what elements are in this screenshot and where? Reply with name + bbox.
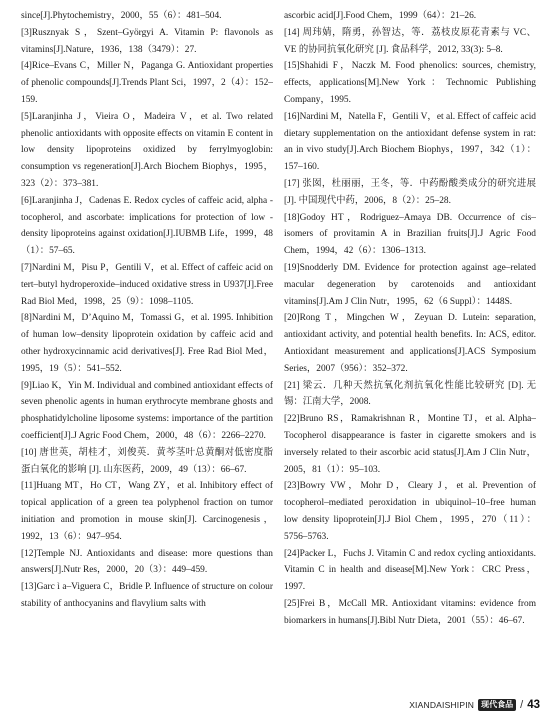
reference-item: [20]Rong T，Mingchen W，Zeyuan D. Lutein: separation, antioxidant activity, and potential health benefits. In: ACS, editor. Antioxidant measurement and applications[J].ACS Symposium Series，2007（956）：352–372.: [284, 313, 536, 374]
reference-item: [25]Frei B，McCall MR. Antioxidant vitamins: evidence from biomarkers in humans[J].Bibl Nutr Dieta，2001（55）：46–67.: [284, 598, 536, 626]
reference-item: [16]Nardini M，Natella F，Gentili V，et al. Effect of caffeic acid dietary supplementation on the antioxidant defense system in rat: an in vivo study[J].Arch Biochem Biophys，1997，342（1）：157–160.: [284, 111, 536, 173]
reference-item: [22]Bruno RS，Ramakrishnan R，Montine TJ，et al. Alpha–Tocopherol disappearance is faster in cigarette smokers and is inversely related to their ascorbic acid status[J].Am J Clin Nutr，2005，81（1）：95–103.: [284, 414, 536, 475]
journal-logo-badge: 现代食品: [478, 699, 516, 711]
reference-item: [12]Temple NJ. Antioxidants and disease: more questions than answers[J].Nutr Res，2000，20（3）：449–459.: [21, 548, 273, 576]
reference-item: [3]Rusznyak S，Szent–Györgyi A. Vitamin P: flavonols as vitamins[J].Nature，1936，138（3479）：27.: [21, 27, 273, 55]
reference-item: [5]Laranjinha J，Vieira O，Madeira V，et al. Two related phenolic antioxidants with opposite effects on vitamin E content in low density lipoproteins oxidized by ferrylmyoglobin: consumption vs regeneration[J].Arch Biochem Biophys，1995，323（2）：373–381.: [21, 111, 273, 189]
reference-item: [11]Huang MT，Ho CT，Wang ZY，et al. Inhibitory effect of topical application of a green tea polyphenol fraction on tumor initiation and promotion in mouse skin[J]. Carcinogenesis，1992，13（6）：947–954.: [21, 481, 273, 542]
reference-item: [10] 唐世英，胡桂才，刘俊英．黄芩茎叶总黄酮对低密度脂蛋白氧化的影响 [J]. 山东医药，2009，49（13）：66–67.: [21, 447, 273, 475]
reference-item: [17] 张囡，杜丽丽，王冬，等．中药酚酸类成分的研究进展 [J]. 中国现代中药，2006，8（2）：25–28.: [284, 178, 536, 206]
reference-item: [19]Snodderly DM. Evidence for protection against age–related macular degeneration by carotenoids and antioxidant vitamins[J].Am J Clin Nutr，1995，62（6 Suppl）：1448S.: [284, 262, 536, 307]
page-number: 43: [527, 699, 540, 711]
reference-item: ascorbic acid[J].Food Chem，1999（64）：21–26.: [284, 11, 477, 21]
reference-item: since[J].Phytochemistry，2000，55（6）：481–504.: [21, 11, 222, 21]
reference-item: [18]Godoy HT，Rodriguez–Amaya DB. Occurrence of cis–isomers of provitamin A in Brazilian fruits[J].J Agric Food Chem，1994，42（6）：1306–1313.: [284, 212, 536, 257]
reference-item: [9]Liao K，Yin M. Individual and combined antioxidant effects of seven phenolic agents in human erythrocyte membrane ghosts and phosphatidylcholine liposome systems: importance of the partition coefficient[J].J Agric Food Chem，2000，48（6）：2266–2270.: [21, 380, 273, 441]
reference-item: [15]Shahidi F，Naczk M. Food phenolics: sources, chemistry, effects, applications[M].New York：Technomic Publishing Company，1995.: [284, 61, 536, 105]
reference-item: [14] 周玮婧，隋勇，孙智达，等．荔枝皮原花青素与 VC、VE 的协同抗氧化研究 [J]. 食品科学，2012, 33(3): 5–8.: [284, 27, 536, 55]
page-footer: [330, 697, 540, 713]
reference-item: [13]Garc ì a–Viguera C，Bridle P. Influence of structure on colour stability of anthocyanins and flavylium salts with: [21, 582, 273, 609]
reference-column-left: [21, 8, 273, 613]
reference-item: [7]Nardini M，Pisu P，Gentili V，et al. Effect of caffeic acid on tert–butyl hydroperoxide–induced oxidative stress in U937[J].Free Rad Biol Med，1998，25（9）：1098–1105.: [21, 262, 273, 307]
footer-slash: /: [520, 699, 524, 711]
reference-item: [24]Packer L，Fuchs J. Vitamin C and redox cycling antioxidants. Vitamin C in health and disease[M].New York：CRC Press，1997.: [284, 548, 536, 593]
reference-item: [6]Laranjinha J，Cadenas E. Redox cycles of caffeic acid, alpha - tocopherol, and ascorbate: implications for protection of low - density lipoproteins against oxidation[J].IUBMB Life，1999，48（1）：57–65.: [21, 195, 273, 257]
reference-item: [23]Bowry VW，Mohr D，Cleary J，et al. Prevention of tocopherol–mediated peroxidation in ubiquinol–10–free human low density lipoprotein[J].J Biol Chem，1995，270（11）：5756–5763.: [284, 481, 536, 542]
reference-item: [21] 梁云．几种天然抗氧化剂抗氧化性能比较研究 [D]. 无锡：江南大学，2008.: [284, 380, 536, 408]
reference-column-right: [284, 8, 536, 629]
reference-item: [8]Nardini M，D’Aquino M，Tomassi G，et al. 1995. Inhibition of human low–density lipoprotein oxidation by caffeic acid and other hydroxycinnamic acid derivatives[J]. Free Rad Biol Med，1995，19（5）：541–552.: [21, 313, 273, 374]
journal-name: XIANDAISHIPIN: [409, 700, 475, 710]
reference-item: [4]Rice–Evans C，Miller N，Paganga G. Antioxidant properties of phenolic compounds[J].Trends Plant Sci，1997，2（4）：152–159.: [21, 61, 273, 105]
